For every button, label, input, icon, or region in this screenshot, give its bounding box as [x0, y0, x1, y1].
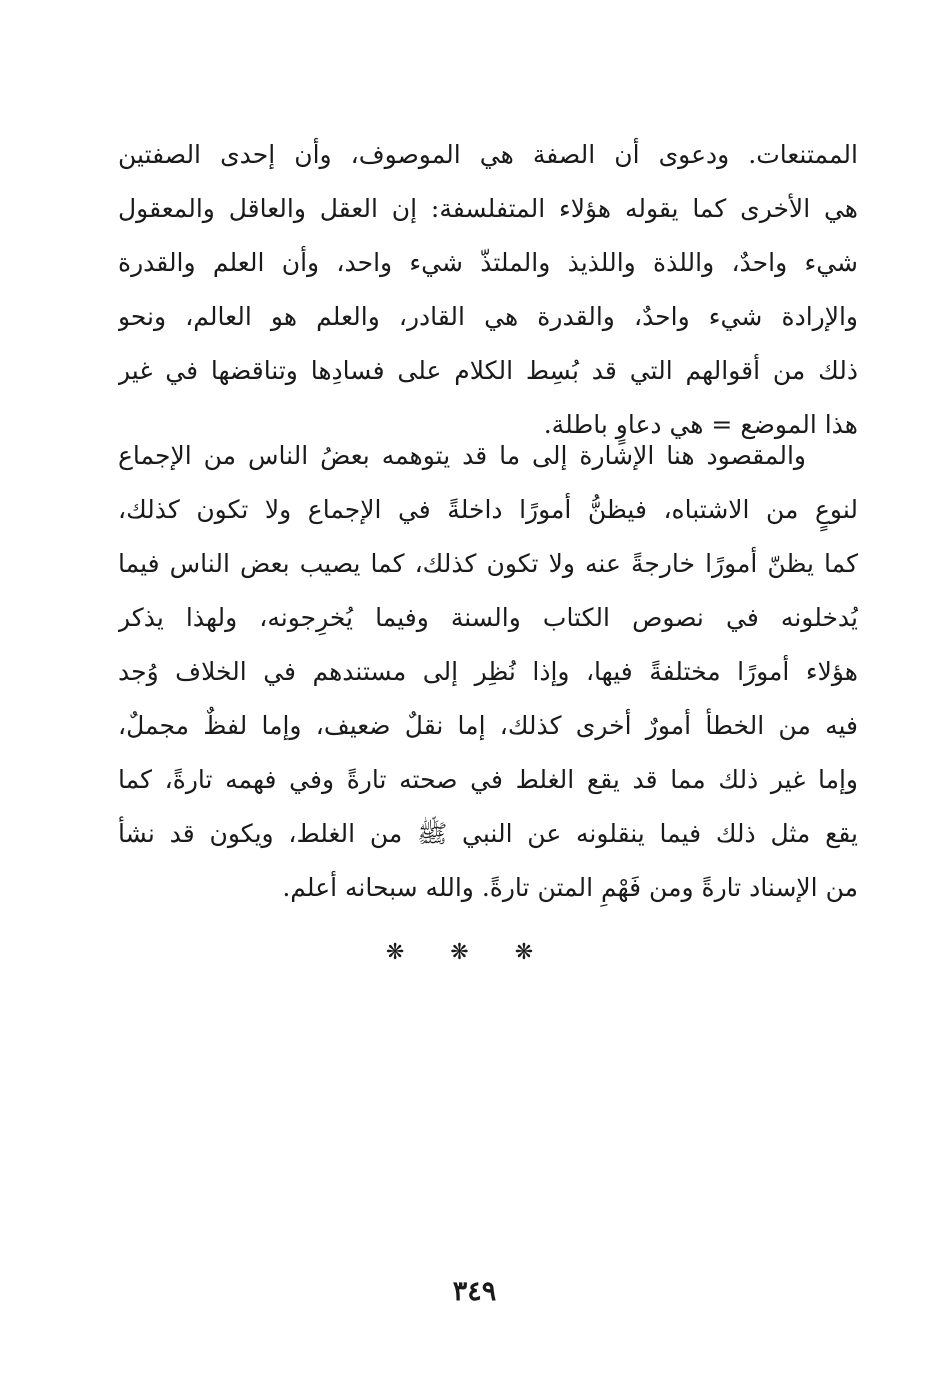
paragraph-2-line: من الإسناد تارةً ومن فَهْمِ المتن تارةً. والله سبحانه أعلم. — [282, 873, 858, 902]
paragraph-1-line: هي الأخرى كما يقوله هؤلاء المتفلسفة: إن العقل والعاقل والمعقول — [118, 194, 858, 223]
paragraph-2-line: وإما غير ذلك مما قد يقع الغلط في صحته تارةً وفي فهمه تارةً، كما — [118, 765, 858, 794]
paragraph-2-line: يقع مثل ذلك فيما ينقلونه عن النبي ﷺ من الغلط، ويكون قد نشأ — [118, 819, 858, 848]
paragraph-2 — [118, 429, 858, 915]
paragraph-1 — [118, 128, 858, 452]
paragraph-2-line: لنوعٍ من الاشتباه، فيظنُّ أمورًا داخلةً في الإجماع ولا تكون كذلك، — [118, 495, 858, 524]
paragraph-1-line: ذلك من أقوالهم التي قد بُسِط الكلام على فسادِها وتناقضها في غير — [118, 356, 858, 385]
page-number: ٣٤٩ — [452, 1276, 497, 1307]
paragraph-2-line: والمقصود هنا الإشارة إلى ما قد يتوهمه بعضُ الناس من الإجماع — [118, 441, 806, 470]
paragraph-1-line: هذا الموضع = هي دعاوٍ باطلة. — [543, 410, 858, 439]
paragraph-1-line: والإرادة شيء واحدٌ، والقدرة هي القادر، والعلم هو العالم، ونحو — [118, 302, 858, 331]
paragraph-2-line: كما يظنّ أمورًا خارجةً عنه ولا تكون كذلك، كما يصيب بعض الناس فيما — [118, 549, 858, 578]
paragraph-2-line: فيه من الخطأ أمورٌ أخرى كذلك، إما نقلٌ ضعيف، وإما لفظٌ مجملٌ، — [118, 711, 858, 740]
paragraph-2-line: هؤلاء أمورًا مختلفةً فيها، وإذا نُظِر إلى مستندهم في الخلاف وُجد — [118, 657, 858, 686]
asterism-icon: ❋ — [450, 940, 499, 965]
paragraph-1-line: الممتنعات. ودعوى أن الصفة هي الموصوف، وأن إحدى الصفتين — [118, 140, 858, 169]
asterism-icon: ❋ — [385, 940, 435, 965]
paragraph-1-line: شيء واحدٌ، واللذة واللذيذ والملتذّ شيء واحد، وأن العلم والقدرة — [118, 248, 858, 277]
paragraph-2-line: يُدخلونه في نصوص الكتاب والسنة وفيما يُخرِجونه، ولهذا يذكر — [118, 603, 858, 632]
asterism-icon: ❋ — [514, 940, 564, 965]
section-separator — [0, 940, 949, 965]
